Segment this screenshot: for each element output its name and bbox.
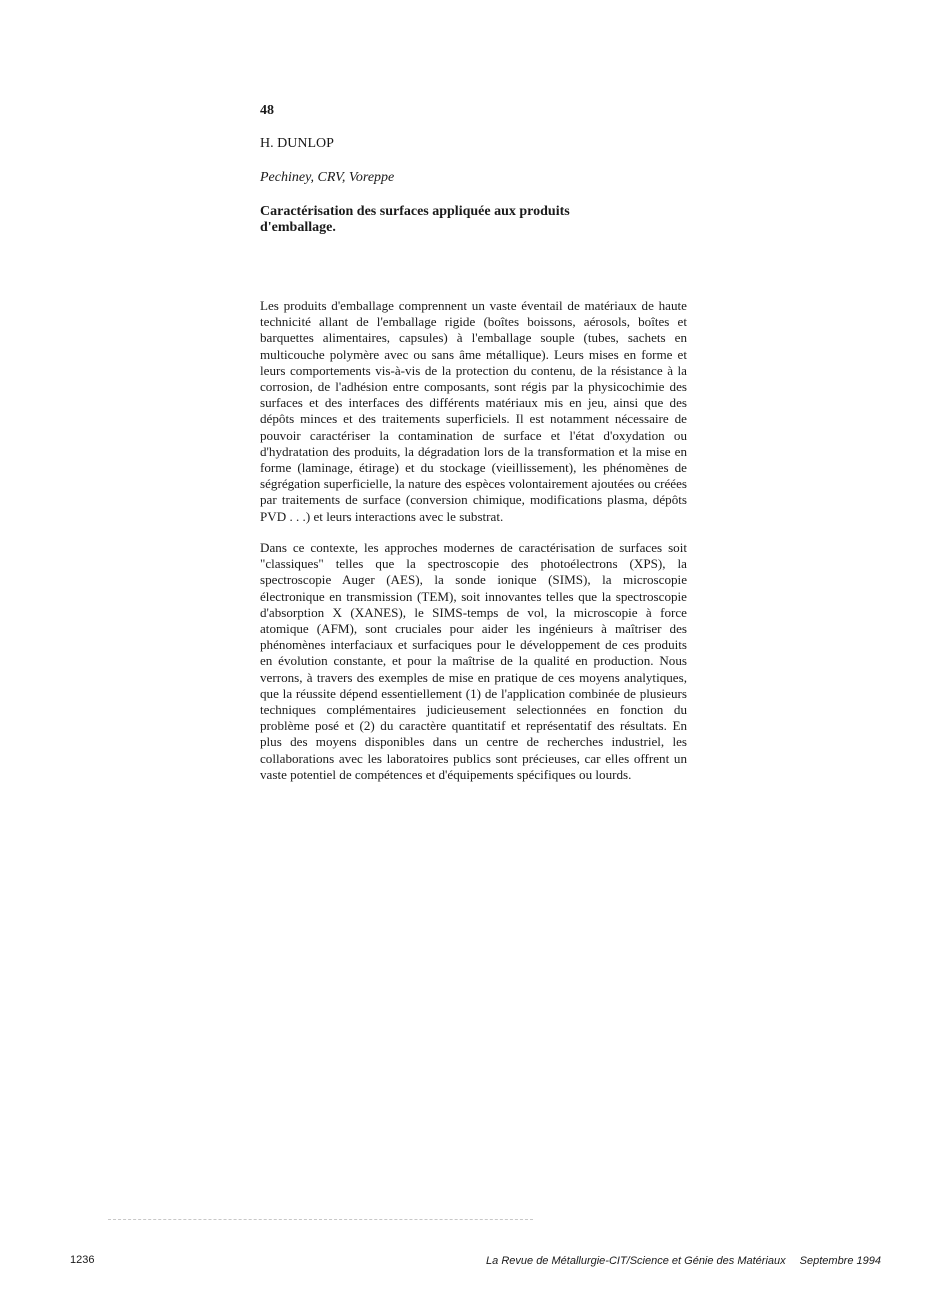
article-title: Caractérisation des surfaces appliquée aux produits d'emballage.: [260, 204, 570, 235]
abstract-number: 48: [260, 103, 274, 118]
footer-page-number: 1236: [70, 1254, 95, 1266]
footer-divider: [108, 1219, 533, 1220]
footer-date: Septembre 1994: [799, 1255, 881, 1267]
footer-journal-name: La Revue de Métallurgie-CIT/Science et Génie des Matériaux: [486, 1255, 786, 1267]
author-name: H. DUNLOP: [260, 136, 334, 151]
footer-journal-line: [486, 1255, 881, 1267]
author-affiliation: Pechiney, CRV, Voreppe: [260, 170, 395, 185]
body-paragraph: Dans ce contexte, les approches modernes de caractérisation de surfaces soit "classiques" telles que la spectroscopie des photoélectrons (XPS), la spectroscopie Auger (AES), la sonde ionique (SIMS), la microscopie électronique en transmission (TEM), soit innovantes telles que la spectroscopie d'absorption X (XANES), le SIMS-temps de vol, la microscopie à force atomique (AFM), sont cruciales pour aider les ingénieurs à maîtriser des phénomènes interfaciaux et surfaciques pour le développement de ces produits en évolution constante, et pour la maîtrise de la qualité en production. Nous verrons, à travers des exemples de mise en pratique de ces moyens analytiques, que la réussite dépend essentiellement (1) de l'application combinée de plusieurs techniques complémentaires judicieusement selectionnées en fonction du problème posé et (2) du caractère quantitatif et représentatif des résultats. En plus des moyens disponibles dans un centre de recherches industriel, les collaborations avec les laboratoires publics sont précieuses, car elles offrent un vaste potentiel de compétences et d'équipements spécifiques ou lourds.: [260, 540, 687, 782]
body-paragraph: Les produits d'emballage comprennent un vaste éventail de matériaux de haute technicité allant de l'emballage rigide (boîtes boissons, aérosols, boîtes et barquettes alimentaires, capsules) à l'emballage souple (tubes, sachets en multicouche polymère avec ou sans âme métallique). Leurs mises en forme et leurs comportements vis-à-vis de la protection du contenu, de la résistance à la corrosion, de l'adhésion entre composants, sont régis par la physicochimie des surfaces et des interfaces des différents matériaux mis en jeu, ainsi que des dépôts minces et des traitements superficiels. Il est notamment nécessaire de pouvoir caractériser la contamination de surface et l'état d'oxydation ou d'hydratation des produits, la dégradation lors de la transformation et la mise en forme (laminage, étirage) et du stockage (vieillissement), les phénomènes de ségrégation superficielle, la nature des espèces volontairement ajoutées ou créées par traitements de surface (conversion chimique, modifications plasma, dépôts PVD . . .) et leurs interactions avec le substrat.: [260, 298, 687, 524]
